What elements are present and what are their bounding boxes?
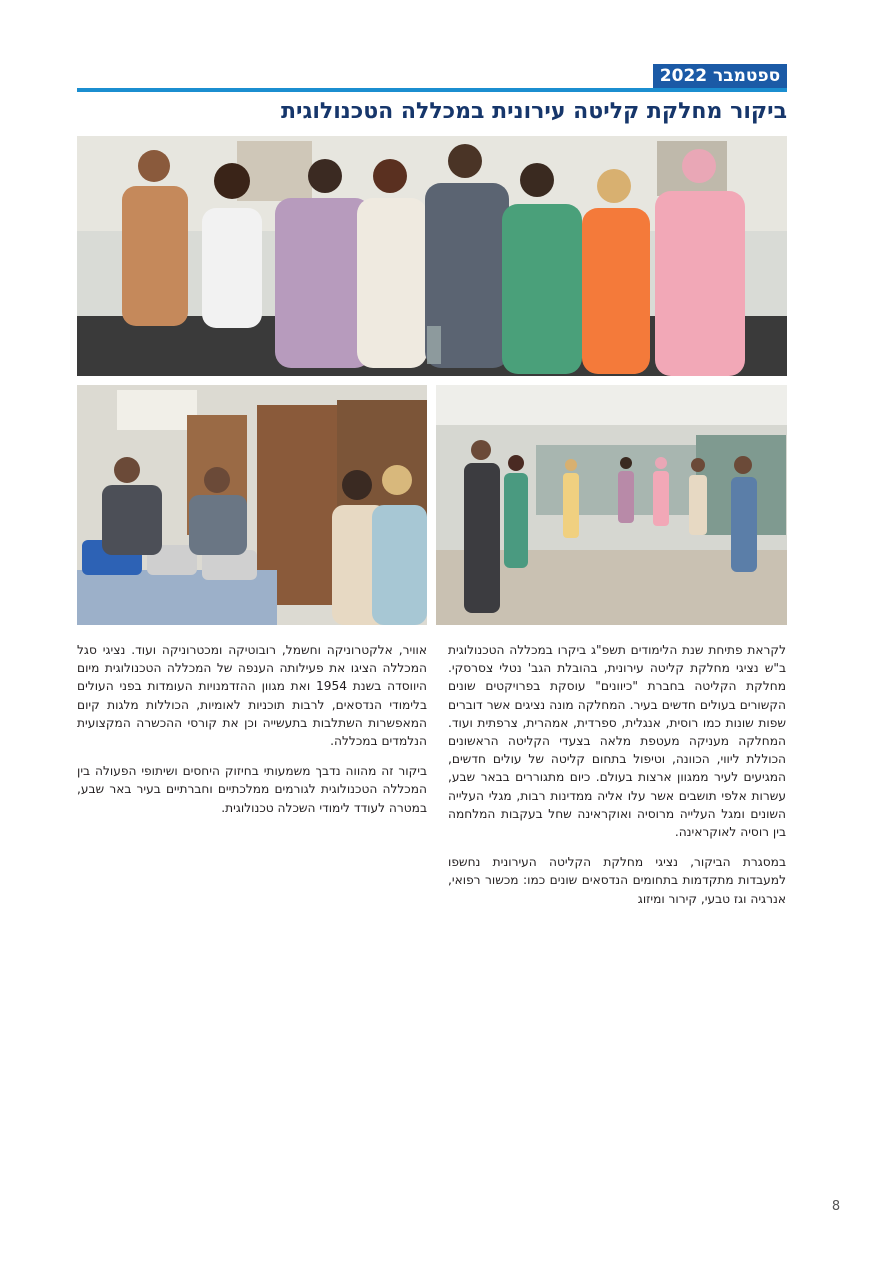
article-right-column: [448, 641, 786, 920]
article-paragraph: אוויר, אלקטרוניקה וחשמל, רובוטיקה ומכטרוניקה ועוד. נציגי סגל המכללה הציגו את פעילותה הענפה של המכללה הטכנולוגית מיום היווסדה בשנת 1954 ואת מגוון ההזדמנויות העומדות בפני העולים בלימודי הנדסאים, לרבות תוכניות לאומיות, הכוללות מלגות קיום המאפשרות השתלבות בתעשייה וכן את קורסי ההכשרה המקצועית הנלמדים במכללה.: [77, 643, 428, 749]
lab-visit-photo: [436, 385, 787, 625]
workshop-photo: [77, 385, 427, 625]
article-paragraph: במסגרת הביקור, נציגי מחלקת הקליטה העירונית נחשפו למעבדות מתקדמות בתחומים הנדסאים שונים כמו: מכשור רפואי, אנרגיה וגז טבעי, קירור ומיזוג: [448, 855, 786, 906]
article-paragraph: ביקור זה מהווה נדבך משמעותי בחיזוק היחסים ושיתופי הפעולה בין המכללה הטכנולוגית לגורמים ממלכתיים וחברתיים בעיר באר שבע, במטרה לעודד לימודי השכלה טכנולוגית.: [77, 764, 427, 815]
article-paragraph: לקראת פתיחת שנת הלימודים תשפ"ג ביקרו במכללה הטכנולוגית ב"ש נציגי מחלקת קליטה עירונית, בהובלת הגב' נטלי צסרסקי. מחלקת הקליטה בחברת "כיוונים" עוסקת בפרויקטים שונים הקשורים בעולים חדשים בעיר. המחלקה מונה נציגים אשר דוברים שפות שונות כמו רוסית, אנגלית, ספרדית, אמהרית, צרפתית ועוד. המחלקה מעניקה מעטפת מלאה בצעדי הקליטה הראשונים הכוללת ליווי, הכוונה, וטיפול בתחום קליטה של עולים חדשים, המגיעים לעיר ממגוון ארצות בעולם. כיום מתגוררים בבאר שבע, עשרות אלפי תושבים אשר עלו אליה ממדינות רבות, מגלי העלייה השונים ומגל העלייה מרוסיה ואוקראינה שחל בעקבות המלחמה בין רוסיה לאוקראינה.: [448, 643, 786, 840]
date-badge: ספטמבר 2022: [653, 64, 787, 88]
header-rule: [77, 88, 787, 92]
group-photo: [77, 136, 787, 376]
page-title: ביקור מחלקת קליטה עירונית במכללה הטכנולוגית: [281, 99, 787, 124]
page-number: 8: [831, 1199, 841, 1214]
article-left-column: [77, 641, 427, 829]
